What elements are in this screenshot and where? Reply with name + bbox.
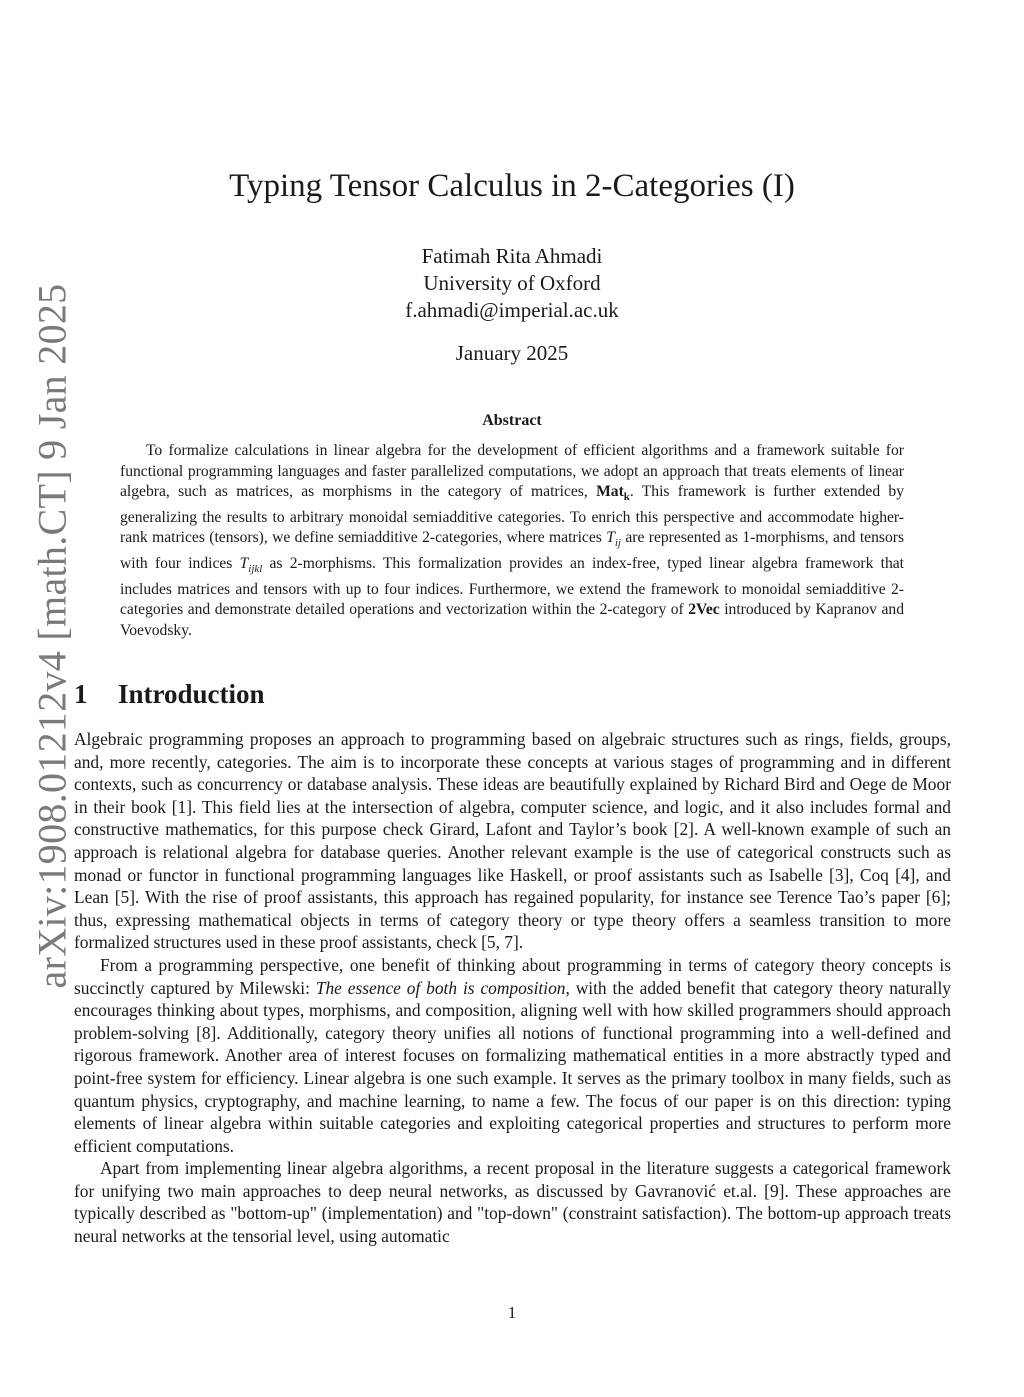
author-name: Fatimah Rita Ahmadi (421, 244, 603, 268)
abstract-text-4: as 2-morphisms. This formalization provides an index-free, typed linear algebra framework that includes matrices and tensors with up to four indices. Furthermore, we extend the framework to monoidal semiadditive 2-categories and demonstrate detailed operations and vectorization within the 2-category of (120, 555, 904, 619)
t-ijkl-symbol: $T_{ijkl}$ (239, 555, 263, 576)
paper-title: Typing Tensor Calculus in 2-Categories (I) (229, 168, 795, 204)
page-number: 1 (507, 1303, 517, 1322)
milewski-quote: The essence of both is composition (315, 977, 566, 998)
abstract-text-3: are represented as 1-morphisms, and tensors with four indices (120, 529, 905, 573)
intro-paragraph-2: From a programming perspective, one benefit of thinking about programming in terms of category theory concepts is succinctly captured by Milewski: The essence of both is composition, with the added benefit that category theory naturally encourages thinking about types, morphisms, and composition, aligning well with how skilled programmers should approach problem-solving [8]. Additionally, category theory unifies all notions of functional programming into a well-defined and rigorous framework. Another area of interest focuses on formalizing mathematical entities in a more abstractly typed and point-free system for efficiency. Linear algebra is one such example. It serves as the primary toolbox in many fields, such as quantum physics, cryptography, and machine learning, to name a few. The focus of our paper is on this direction: typing elements of linear algebra within suitable categories and exploiting categorical properties and structures to perform more efficient computations. (74, 954, 951, 1156)
introduction-body (74, 728, 951, 1248)
abstract-text-1: To formalize calculations in linear algebra for the development of efficient algorithms and a framework suitable for functional programming languages and faster parallelized computations, we adopt an approach that treats elements of linear algebra, such as matrices, as morphisms in the category of matrices, (120, 442, 904, 501)
abstract-text-5: introduced by Kapranov and Voevodsky. (120, 601, 904, 640)
mat-k-symbol: Mat$_k$ (596, 483, 630, 504)
author-affiliation: University of Oxford (423, 271, 601, 295)
abstract-heading: Abstract (482, 412, 542, 429)
intro-paragraph-1: Algebraic programming proposes an approach to programming based on algebraic structures such as rings, fields, groups, and, more recently, categories. The aim is to incorporate these concepts at various stages of programming and in different contexts, such as concurrency or database analysis. These ideas are beautifully explained by Richard Bird and Oege de Moor in their book [1]. This field lies at the intersection of algebra, computer science, and logic, and it also includes formal and constructive mathematics, for this purpose check Girard, Lafont and Taylor’s book [2]. A well-known example of such an approach is relational algebra for database queries. Another relevant example is the use of categorical constructs such as monad or functor in functional programming languages like Haskell, or proof assistants such as Isabelle [3], Coq [4], and Lean [5]. With the rise of proof assistants, this approach has regained popularity, for instance see Terence Tao’s paper [6]; thus, expressing mathematical objects in terms of category theory or type theory offers a seamless transition to more formalized structures used in these proof assistants, check [5, 7]. (74, 729, 951, 953)
abstract-body (120, 441, 904, 642)
section-heading-introduction (74, 679, 265, 710)
t-ij-symbol: $T_{ij}$ (606, 529, 621, 550)
intro-paragraph-3: Apart from implementing linear algebra algorithms, a recent proposal in the literature suggests a categorical framework for unifying two main approaches to deep neural networks, as discussed by Gavranović et.al. [9]. These approaches are typically described as "bottom-up" (implementation) and "top-down" (constraint satisfaction). The bottom-up approach treats neural networks at the tensorial level, using automatic (74, 1158, 951, 1247)
paper-date: January 2025 (455, 341, 569, 365)
section-number: 1 (74, 679, 88, 709)
arxiv-identifier-stamp: arXiv:1908.01212v4 [math.CT] 9 Jan 2025 (29, 283, 75, 989)
abstract-text-2: . This framework is further extended by generalizing the results to arbitrary monoidal semiadditive categories. To enrich this perspective and accommodate higher-rank matrices (tensors), we define semiadditive 2-categories, where matrices (120, 483, 905, 547)
two-vec-symbol: 2Vec (688, 601, 720, 619)
author-email: f.ahmadi@imperial.ac.uk (405, 298, 619, 322)
author-block (0, 243, 1024, 324)
section-title: Introduction (118, 679, 265, 709)
